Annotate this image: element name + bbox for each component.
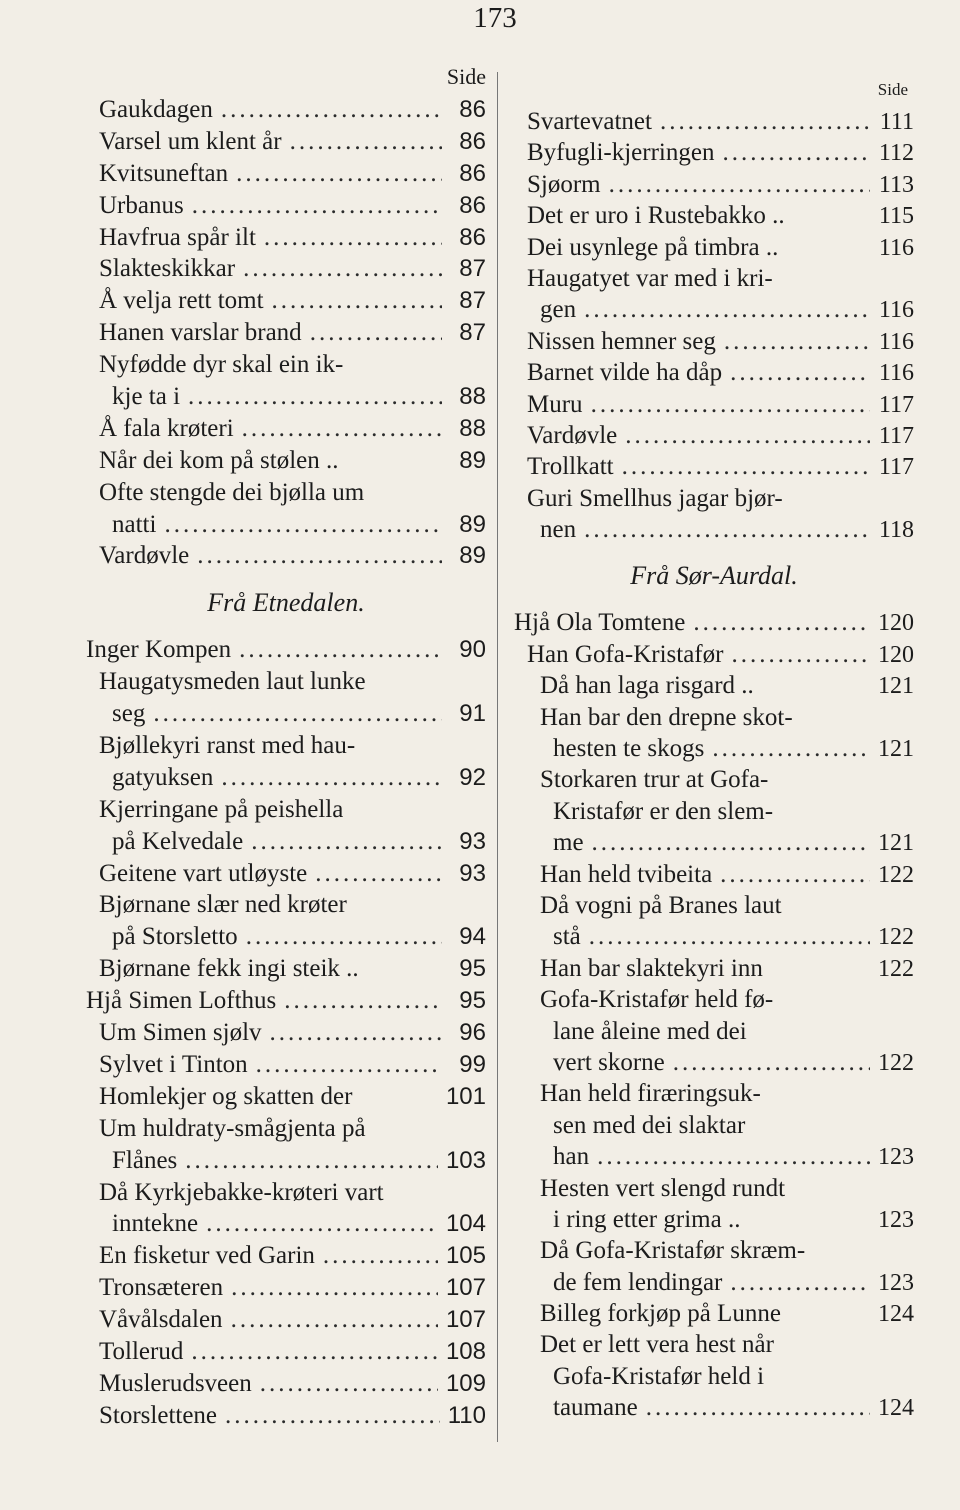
leader-dots [206,1208,438,1240]
entry-title: sen med dei slaktar [553,1111,746,1139]
leader-dots [256,1049,442,1081]
page-ref: 89 [459,446,486,474]
toc-entry [514,1173,914,1204]
page-ref: 110 [447,1401,486,1429]
leader-dots [153,698,442,730]
page-ref: 123 [878,1144,914,1171]
entry-title: Hanen varslar brand [99,319,302,347]
leader-dots [225,1400,440,1432]
toc-entry [86,1208,486,1240]
toc-entry [86,445,486,477]
entry-title: Då vogni på Branes laut [540,891,782,919]
page-ref: 86 [459,223,486,251]
page-ref: 121 [878,830,914,857]
toc-entry [86,381,486,413]
page-ref: 116 [878,234,914,261]
toc-entry [86,730,486,762]
entry-title: Dei usynlege på timbra .. [527,233,779,261]
page-ref: 120 [878,641,914,668]
leader-dots [724,326,870,357]
entry-title: på Storsletto [112,923,238,951]
toc-entry [86,349,486,381]
toc-entry [86,985,486,1017]
entry-title: Um Simen sjølv [99,1019,262,1047]
entry-title: på Kelvedale [112,827,244,855]
toc-entry [514,1110,914,1141]
entry-title: Vardøvle [99,542,190,570]
leader-dots [323,1240,438,1272]
entry-title: de fem lendingar [553,1268,723,1296]
page-ref: 124 [878,1395,914,1422]
entry-title: Bjøllekyri ranst med hau- [99,732,356,760]
entry-title: Ofte stengde dei bjølla um [99,478,365,506]
toc-entry [514,984,914,1015]
entry-title: Tollerud [99,1337,184,1365]
page-ref: 93 [459,859,486,887]
toc-entry [514,389,914,420]
entry-title: Guri Smellhus jagar bjør- [527,484,783,512]
leader-dots [730,1267,870,1298]
entry-title: Han held firæringsuk- [540,1080,761,1108]
entry-title: Billeg forkjøp på Lunne [540,1300,781,1328]
entry-title: Haugatyet var med i kri- [527,264,773,292]
leader-dots [625,420,870,451]
page-ref: 88 [459,383,486,411]
entry-title: Hjå Ola Tomtene [514,609,686,637]
toc-entry [86,921,486,953]
entry-title: natti [112,510,157,538]
leader-dots [584,294,870,325]
toc-entry [86,253,486,285]
toc-entry [514,890,914,921]
leader-dots [597,1141,870,1172]
entry-title: Kjerringane på peishella [99,795,344,823]
toc-entry [86,1145,486,1177]
leader-dots [231,1272,438,1304]
toc-entry [514,1141,914,1172]
toc-entry [86,413,486,445]
page-ref: 101 [445,1082,486,1110]
entry-title: Bjørnane fekk ingi steik .. [99,955,359,983]
entry-title: taumane [553,1394,638,1422]
leader-dots [192,190,442,222]
toc-entry [86,509,486,541]
toc-entry [86,666,486,698]
entry-title: Kvitsuneftan [99,159,229,187]
entry-title: Då Kyrkjebakke-krøteri vart [99,1178,384,1206]
entry-title: Haugatysmeden laut lunke [99,668,366,696]
toc-entry [514,420,914,451]
leader-dots [236,158,442,190]
toc-entry [86,1336,486,1368]
leader-dots [284,985,442,1017]
toc-entry [86,158,486,190]
entry-title: Flånes [112,1146,178,1174]
toc-entry [514,827,914,858]
leader-dots [231,1304,438,1336]
entry-title: Muru [527,390,583,418]
page-ref: 109 [445,1369,486,1397]
toc-entry [514,733,914,764]
toc-entry [86,953,486,985]
toc-entry [86,477,486,509]
entry-title: Barnet vilde ha dåp [527,359,723,387]
page-ref: 117 [878,422,914,449]
page-ref: 121 [878,736,914,763]
leader-dots [589,921,870,952]
toc-entry [514,263,914,294]
page-ref: 120 [878,610,914,637]
page-ref: 117 [878,391,914,418]
toc-entry [86,1368,486,1400]
entry-title: Gofa-Kristafør held fø- [540,986,774,1014]
toc-entry [86,285,486,317]
leader-dots [722,137,870,168]
toc-entry [86,94,486,126]
leader-dots [260,1368,438,1400]
leader-dots [592,827,870,858]
entry-title: Det er lett vera hest når [540,1331,774,1359]
toc-entry [514,921,914,952]
entry-title: vert skorne [553,1048,665,1076]
entry-title: Byfugli-kjerringen [527,139,715,167]
toc-entry [86,540,486,572]
leader-dots [164,509,442,541]
entry-title: Å fala krøteri [99,414,234,442]
entry-title: Muslerudsveen [99,1369,252,1397]
leader-dots [712,733,870,764]
leader-dots [191,1336,438,1368]
leader-dots [660,106,870,137]
entry-title: Geitene vart utløyste [99,859,308,887]
leader-dots [188,381,442,413]
page-ref: 116 [878,360,914,387]
entry-title: Hjå Simen Lofthus [86,987,277,1015]
page-ref: 111 [879,109,914,135]
leader-dots [251,826,442,858]
toc-entry [514,137,914,168]
page-ref: 122 [878,1049,914,1076]
entry-title: Storkaren trur at Gofa- [540,766,769,794]
left-entries [86,94,486,1432]
toc-entry [514,1204,914,1235]
toc-entry [514,326,914,357]
entry-title: Då han laga risgard .. [540,672,754,700]
page-ref: 90 [459,636,486,664]
leader-dots [646,1392,870,1423]
page-ref: 91 [459,700,486,728]
toc-entry [514,796,914,827]
entry-title: hesten te skogs [553,735,705,763]
entry-title: Um huldraty-smågjenta på [99,1114,366,1142]
leader-dots [591,389,870,420]
toc-entry [86,1113,486,1145]
page-ref: 89 [459,542,486,570]
page-ref: 122 [878,861,914,888]
toc-entry [86,190,486,222]
entry-title: Når dei kom på stølen .. [99,446,339,474]
toc-entry [86,1081,486,1113]
entry-title: Slakteskikkar [99,255,236,283]
toc-entry [514,451,914,482]
page-ref: 103 [445,1146,486,1174]
leader-dots [185,1145,438,1177]
toc-entry [514,1016,914,1047]
toc-entry [514,1078,914,1109]
toc-entry [514,670,914,701]
entry-title: Tronsæteren [99,1274,224,1302]
toc-entry [514,859,914,890]
toc-entry [514,106,914,137]
page-ref: 95 [459,987,486,1015]
page-ref: 88 [459,414,486,442]
toc-entry [514,1361,914,1392]
leader-dots [221,762,442,794]
toc-entry [514,764,914,795]
page-ref: 86 [459,96,486,123]
page-ref: 87 [459,287,486,315]
page-ref: 112 [878,140,914,167]
page-ref: 87 [459,319,486,347]
toc-entry [514,232,914,263]
leader-dots [270,1017,442,1049]
page-ref: 116 [878,297,914,324]
page-number: 173 [473,2,517,34]
column-divider [497,72,498,1442]
page-ref: 116 [878,328,914,355]
toc-entry [86,1240,486,1272]
entry-title: nen [540,516,577,544]
entry-title: Då Gofa-Kristafør skræm- [540,1237,806,1265]
leader-dots [197,540,442,572]
entry-title: Han Gofa-Kristafør [527,640,724,668]
entry-title: seg [112,700,146,728]
toc-entry [86,698,486,730]
leader-dots [264,222,442,254]
leader-dots [673,1047,870,1078]
toc-entry [514,639,914,670]
entry-title: Gaukdagen [99,96,213,123]
toc-entry [86,1177,486,1209]
page-ref: 92 [459,763,486,791]
leader-dots [246,921,442,953]
leader-dots [290,126,442,158]
page-ref: 122 [878,955,914,982]
toc-entry [86,634,486,666]
entry-title: Nissen hemner seg [527,327,716,355]
toc-entry [86,1272,486,1304]
toc-entry [86,794,486,826]
toc-entry [514,607,914,638]
page-ref: 124 [878,1301,914,1328]
leader-dots [731,639,870,670]
section-heading: Frå Sør-Aurdal. [630,561,798,591]
entry-title: Havfrua spår ilt [99,223,256,251]
page-ref: 105 [445,1242,486,1270]
entry-title: Gofa-Kristafør held i [553,1362,765,1390]
entry-title: gen [540,296,577,324]
page-ref: 118 [878,517,914,544]
left-column [86,60,486,1432]
section-heading: Frå Etnedalen. [207,588,365,618]
page-ref: 121 [878,673,914,700]
leader-dots [243,253,442,285]
entry-title: kje ta i [112,383,181,411]
page-ref: 122 [878,924,914,951]
leader-dots [242,413,442,445]
entry-title: Vardøvle [527,421,618,449]
entry-title: lane åleine med dei [553,1017,747,1045]
page-ref: 94 [459,923,486,951]
entry-title: Nyfødde dyr skal ein ik- [99,351,344,379]
page-ref: 107 [445,1274,486,1302]
toc-entry [514,1298,914,1329]
toc-entry [86,762,486,794]
entry-title: Inger Kompen [86,636,232,664]
toc-entry [86,1400,486,1432]
toc-entry [514,357,914,388]
right-entries [514,106,914,1424]
entry-title: Det er uro i Rustebakko .. [527,202,785,230]
page-ref: 107 [445,1306,486,1334]
right-side-header: Side [877,80,908,99]
toc-entry [86,222,486,254]
page-ref: 123 [878,1269,914,1296]
entry-title: me [553,829,584,857]
entry-title: Kristafør er den slem- [553,797,774,825]
toc-entry [86,1304,486,1336]
leader-dots [609,169,870,200]
page-ref: 113 [878,171,914,198]
entry-title: Storslettene [99,1401,218,1429]
entry-title: Svartevatnet [527,108,652,135]
page-ref: 117 [878,454,914,481]
toc-entry [514,1047,914,1078]
toc-entry [86,858,486,890]
entry-title: Å velja rett tomt [99,287,264,315]
toc-entry [514,1329,914,1360]
leader-dots [239,634,442,666]
page-ref: 123 [878,1206,914,1233]
page-ref: 89 [459,510,486,538]
toc-entry [514,483,914,514]
page-ref: 115 [878,203,914,230]
entry-title: Hesten vert slengd rundt [540,1174,786,1202]
right-column [514,70,914,1424]
page-ref: 96 [459,1019,486,1047]
page-ref: 99 [459,1050,486,1078]
entry-title: Homlekjer og skatten der [99,1082,353,1110]
toc-entry [86,889,486,921]
page-ref: 104 [445,1210,486,1238]
leader-dots [622,451,870,482]
entry-title: Han bar slaktekyri inn [540,954,763,982]
entry-title: En fisketur ved Garin [99,1242,315,1270]
toc-entry [514,169,914,200]
entry-title: Han held tvibeita [540,860,713,888]
entry-title: Han bar den drepne skot- [540,703,793,731]
toc-entry [514,702,914,733]
entry-title: inntekne [112,1210,199,1238]
entry-title: i ring etter grima .. [553,1205,741,1233]
leader-dots [693,607,870,638]
page-ref: 86 [459,159,486,187]
leader-dots [315,858,442,890]
entry-title: han [553,1143,590,1171]
toc-entry [86,126,486,158]
entry-title: stå [553,923,581,951]
toc-entry [86,826,486,858]
entry-title: Varsel um klent år [99,127,282,155]
toc-entry [514,514,914,545]
leader-dots [272,285,442,317]
leader-dots [221,94,442,126]
toc-entry [514,294,914,325]
entry-title: gatyuksen [112,763,214,791]
leader-dots [720,859,870,890]
entry-title: Sylvet i Tinton [99,1050,248,1078]
toc-entry [514,1392,914,1423]
toc-entry [86,1017,486,1049]
page-ref: 86 [459,191,486,219]
entry-title: Urbanus [99,191,184,219]
entry-title: Våvålsdalen [99,1306,223,1334]
page-ref: 87 [459,255,486,283]
leader-dots [730,357,870,388]
toc-entry [514,953,914,984]
toc-entry [86,317,486,349]
entry-title: Sjøorm [527,170,601,198]
left-side-header: Side [446,64,486,89]
entry-title: Trollkatt [527,453,614,481]
leader-dots [310,317,442,349]
toc-entry [86,1049,486,1081]
toc-entry [514,1267,914,1298]
toc-entry [514,1235,914,1266]
page-ref: 93 [459,827,486,855]
toc-entry [514,200,914,231]
page-ref: 108 [445,1337,486,1365]
page-ref: 95 [459,955,486,983]
page-ref: 86 [459,127,486,155]
entry-title: Bjørnane slær ned krøter [99,891,347,919]
leader-dots [584,514,870,545]
